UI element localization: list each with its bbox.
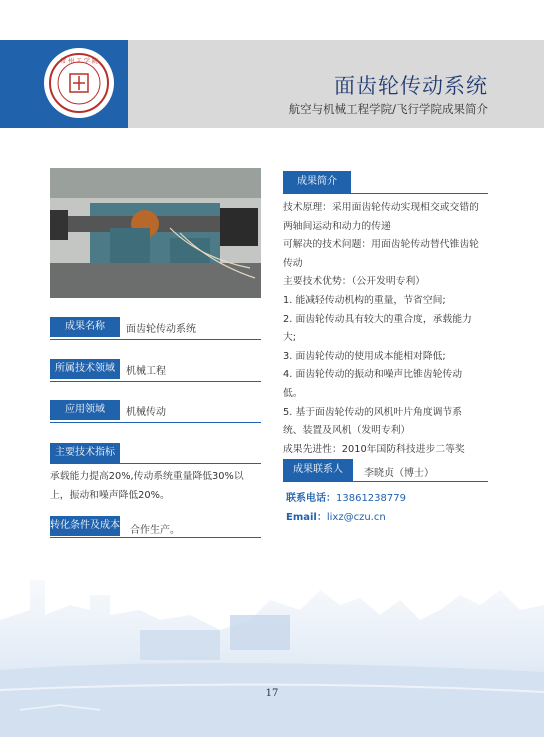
indicators-text: 承载能力提高20%,传动系统重量降低30%以上，振动和噪声降低20%。 xyxy=(50,471,244,501)
summary-line: 可解决的技术问题：用面齿轮传动替代锥齿轮 xyxy=(283,239,479,251)
label-main-indicators: 主要技术指标 xyxy=(50,443,120,463)
value-transfer-conditions: 合作生产。 xyxy=(130,525,180,536)
page-subtitle: 航空与机械工程学院/飞行学院成果简介 xyxy=(288,102,488,116)
gear-system-photo xyxy=(50,168,261,298)
divider xyxy=(283,193,488,194)
divider xyxy=(50,537,261,538)
label-application-field: 应用领域 xyxy=(50,400,120,420)
summary-line: 5. 基于面齿轮传动的风机叶片角度调节系 xyxy=(283,406,463,418)
summary-line: 统、装置及风机（发明专利） xyxy=(283,425,411,437)
contact-name: 李晓贞（博士） xyxy=(364,468,434,479)
label-contact-person: 成果联系人 xyxy=(283,459,353,481)
email-address[interactable]: lixz@czu.cn xyxy=(326,512,386,523)
summary-line: 4. 面齿轮传动的振动和噪声比锥齿轮传动 xyxy=(283,369,463,381)
page-number: 17 xyxy=(265,688,279,699)
divider xyxy=(50,463,261,464)
label-transfer-conditions: 转化条件及成本 xyxy=(50,516,120,536)
summary-line: 成果先进性：2010年国防科技进步二等奖 xyxy=(283,443,465,455)
label-tech-field: 所属技术领域 xyxy=(50,359,120,379)
phone-label: 联系电话： xyxy=(286,493,336,504)
page-title: 面齿轮传动系统 xyxy=(334,74,488,98)
phone-number[interactable]: 13861238779 xyxy=(336,493,406,504)
summary-line: 传动 xyxy=(283,257,303,269)
value-tech-field: 机械工程 xyxy=(126,366,166,377)
divider xyxy=(50,339,261,340)
summary-body xyxy=(283,199,493,459)
summary-line: 2. 面齿轮传动具有较大的重合度，承载能力 xyxy=(283,313,472,325)
summary-line: 3. 面齿轮传动的使用成本能相对降低; xyxy=(283,350,446,362)
summary-line: 1. 能减轻传动机构的重量，节省空间; xyxy=(283,294,446,306)
divider xyxy=(50,381,261,382)
summary-line: 技术原理：采用面齿轮传动实现相交或交错的 xyxy=(283,202,479,213)
summary-line: 低。 xyxy=(283,387,303,399)
divider xyxy=(283,481,488,482)
summary-line: 两轴间运动和动力的传递 xyxy=(283,220,391,232)
value-application-field: 机械传动 xyxy=(126,407,166,418)
cityscape-illustration xyxy=(0,560,544,737)
summary-line: 大; xyxy=(283,332,297,344)
svg-text:常 州 工 学 院: 常 州 工 学 院 xyxy=(60,58,98,65)
label-achievement-name: 成果名称 xyxy=(50,317,120,337)
summary-line: 主要技术优势：（公开发明专利） xyxy=(283,276,426,288)
label-summary: 成果简介 xyxy=(283,171,351,193)
value-achievement-name: 面齿轮传动系统 xyxy=(126,324,196,335)
contact-email-row xyxy=(286,508,386,523)
email-label: Email： xyxy=(286,512,327,523)
university-logo xyxy=(44,48,114,118)
contact-phone-row xyxy=(286,489,406,504)
divider xyxy=(50,422,261,423)
